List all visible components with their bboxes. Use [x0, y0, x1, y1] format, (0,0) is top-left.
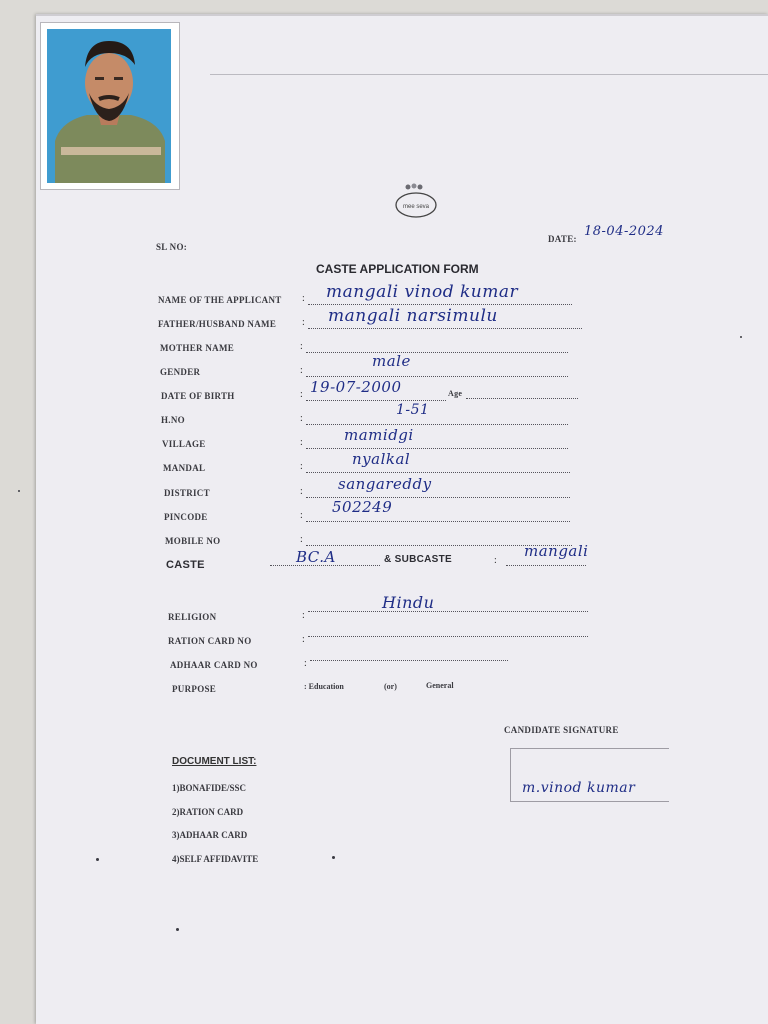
- value-pincode: 502249: [332, 498, 393, 516]
- value-dob: 19-07-2000: [310, 378, 402, 396]
- purpose-education: : Education: [304, 682, 344, 691]
- document-item: 3)ADHAAR CARD: [172, 830, 248, 840]
- label-father-name: FATHER/HUSBAND NAME: [158, 319, 277, 329]
- religion-value: Hindu: [382, 593, 435, 612]
- speck: [18, 490, 20, 492]
- colon: :: [300, 534, 303, 545]
- line-applicant-name: [308, 304, 572, 305]
- value-applicant-name: mangali vinod kumar: [326, 282, 519, 302]
- line-hno: [306, 424, 568, 425]
- colon: :: [300, 461, 303, 472]
- subcaste-value: mangali: [524, 542, 589, 560]
- purpose-label: PURPOSE: [172, 684, 217, 694]
- label-hno: H.NO: [161, 415, 185, 425]
- document-item: 1)BONAFIDE/SSC: [172, 783, 247, 793]
- fold-line: [210, 74, 768, 75]
- speck: [96, 858, 99, 861]
- colon: :: [300, 413, 303, 424]
- date-value: 18-04-2024: [584, 224, 664, 239]
- date-label: DATE:: [548, 234, 577, 244]
- line-gender: [306, 376, 568, 377]
- colon: :: [300, 389, 303, 400]
- sl-no-label: SL NO:: [156, 242, 188, 252]
- label-mandal: MANDAL: [163, 463, 206, 473]
- label-dob: DATE OF BIRTH: [161, 391, 235, 401]
- colon: :: [302, 317, 305, 328]
- value-district: sangareddy: [338, 475, 432, 493]
- colon: :: [300, 341, 303, 352]
- line-village: [306, 448, 568, 449]
- applicant-photo: [40, 22, 180, 190]
- colon: :: [302, 610, 305, 621]
- line-father-name: [308, 328, 582, 329]
- colon: :: [300, 437, 303, 448]
- candidate-signature-label: CANDIDATE SIGNATURE: [504, 725, 619, 735]
- purpose-general: General: [426, 681, 454, 690]
- colon: :: [300, 486, 303, 497]
- purpose-or: (or): [384, 682, 397, 691]
- value-mandal: nyalkal: [352, 450, 411, 468]
- colon: :: [494, 555, 497, 566]
- line-mandal: [306, 472, 570, 473]
- ration-card-label: RATION CARD NO: [168, 636, 252, 646]
- form-title: CASTE APPLICATION FORM: [316, 262, 479, 276]
- meeseva-logo: [394, 182, 440, 220]
- caste-label: CASTE: [166, 559, 205, 571]
- label-village: VILLAGE: [162, 439, 206, 449]
- subcaste-label: & SUBCASTE: [384, 554, 453, 565]
- line-pincode: [306, 521, 570, 522]
- label-applicant-name: NAME OF THE APPLICANT: [158, 295, 282, 305]
- line-ration-card: [308, 636, 588, 637]
- label-district: DISTRICT: [164, 488, 210, 498]
- document-list-title: DOCUMENT LIST:: [172, 756, 257, 767]
- label-pincode: PINCODE: [164, 512, 208, 522]
- document-item: 4)SELF AFFIDAVITE: [172, 854, 259, 864]
- colon: :: [300, 510, 303, 521]
- value-father-name: mangali narsimulu: [328, 306, 498, 326]
- speck: [176, 928, 179, 931]
- colon: :: [302, 293, 305, 304]
- document-item: 2)RATION CARD: [172, 807, 244, 817]
- line-subcaste: [506, 565, 586, 566]
- line-aadhaar: [310, 660, 508, 661]
- colon: :: [304, 658, 307, 669]
- label-gender: GENDER: [160, 367, 201, 377]
- speck: [740, 336, 742, 338]
- colon: :: [300, 365, 303, 376]
- line-mother-name: [306, 352, 568, 353]
- value-village: mamidgi: [344, 426, 414, 444]
- line-dob: [306, 400, 446, 401]
- label-mother-name: MOTHER NAME: [160, 343, 235, 353]
- label-mobile: MOBILE NO: [165, 536, 221, 546]
- paper-edge: [36, 14, 768, 16]
- colon: :: [302, 634, 305, 645]
- aadhaar-label: ADHAAR CARD NO: [170, 660, 258, 670]
- line-age: [466, 398, 578, 399]
- value-gender: male: [372, 352, 411, 370]
- line-religion: [308, 611, 588, 612]
- svg-text:mee seva: mee seva: [402, 204, 430, 210]
- speck: [332, 856, 335, 859]
- value-hno: 1-51: [396, 402, 430, 418]
- caste-value: BC.A: [296, 548, 336, 566]
- religion-label: RELIGION: [168, 612, 217, 622]
- applicant-photo-image: [47, 29, 171, 183]
- candidate-signature: m.vinod kumar: [522, 780, 636, 796]
- age-label: Age: [448, 389, 463, 398]
